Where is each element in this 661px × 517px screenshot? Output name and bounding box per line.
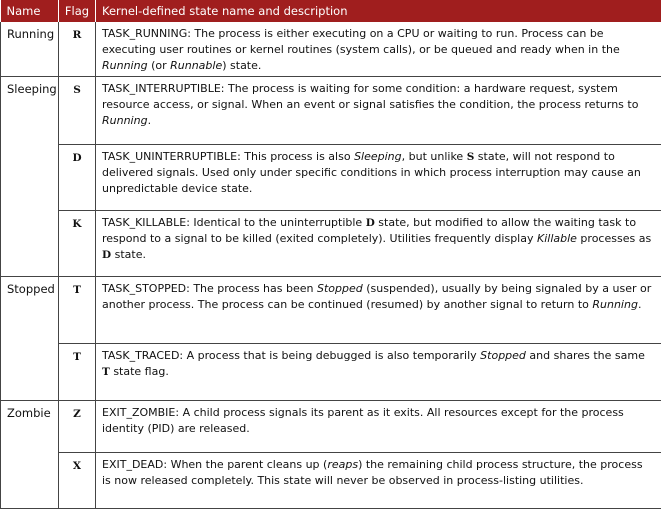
description-text: TASK_KILLABLE: Identical to the uninterruptible [102, 215, 366, 229]
description-text: processes as [576, 231, 652, 245]
description-emphasis: Running [102, 59, 148, 72]
description-emphasis: Running [592, 297, 638, 311]
description-emphasis: Stopped [316, 281, 363, 295]
table-header [1, 0, 661, 22]
table-row [1, 76, 661, 144]
state-name-cell: Sleeping [1, 76, 59, 276]
description-text: TASK_UNINTERRUPTIBLE: This process is also [102, 149, 355, 163]
description-text: state flag. [109, 364, 169, 378]
description-text: (suspended), usually by being signaled by a user or another process. The process can be continued (resumed) by another signal to return to [102, 281, 652, 311]
description-text: TASK_INTERRUPTIBLE: The process is waiting for some condition: a hardware request, system resource access, or signal. When an event or signal satisfies the condition, the process returns to [102, 81, 639, 111]
table-row [1, 144, 661, 210]
description-inline-flag: T [102, 365, 110, 378]
description-text: TASK_TRACED: A process that is being debugged is also temporarily [102, 348, 481, 362]
state-name-cell: Stopped [1, 276, 59, 400]
header-name: Name [1, 0, 59, 22]
description-inline-flag: D [102, 248, 112, 261]
description-emphasis: Stopped [480, 348, 526, 362]
state-description-cell [96, 343, 661, 400]
state-description-cell [96, 22, 661, 76]
table-row [1, 276, 661, 343]
state-description-cell [96, 452, 661, 508]
description-text: EXIT_ZOMBIE: A child process signals its parent as it exits. All resources except for the process identity (PID) are released. [102, 405, 624, 435]
state-flag-cell: X [59, 452, 96, 508]
description-text: TASK_RUNNING: The process is either executing on a CPU or waiting to run. Process can be executing user routines or kernel routines (system calls), or be queued and ready when in the [102, 27, 620, 56]
state-description-cell [96, 76, 661, 144]
description-text: and shares the same [525, 348, 645, 362]
description-text: EXIT_DEAD: When the parent cleans up ( [102, 457, 328, 471]
description-text: . [637, 297, 642, 311]
description-text: ) state. [222, 59, 262, 72]
description-text: (or [147, 59, 171, 72]
state-name-cell: Zombie [1, 400, 59, 508]
description-text: , but unlike [401, 149, 467, 163]
description-text: state. [111, 247, 146, 261]
description-emphasis: Killable [537, 231, 577, 245]
description-emphasis: Runnable [170, 59, 223, 72]
description-emphasis: Running [102, 113, 148, 127]
description-text: TASK_STOPPED: The process has been [102, 281, 317, 295]
state-flag-cell: S [59, 76, 96, 144]
description-text: . [147, 113, 152, 127]
description-text: state, but modified to allow the waiting task to respond to a signal to be killed (exited completely). Utilities frequently display [102, 215, 637, 245]
description-text: state, will not respond to delivered signals. Used only under specific conditions in which process interruption may cause an unpredictable device state. [102, 149, 641, 195]
state-description-cell [96, 144, 661, 210]
state-description-cell [96, 276, 661, 343]
state-description-cell [96, 400, 661, 452]
description-emphasis: reaps [327, 457, 359, 471]
state-name-cell: Running [1, 22, 59, 76]
header-description: Kernel-defined state name and description [96, 0, 661, 22]
state-flag-cell: D [59, 144, 96, 210]
table-row [1, 343, 661, 400]
description-inline-flag: D [365, 216, 375, 229]
state-flag-cell: Z [59, 400, 96, 452]
description-inline-flag: S [466, 150, 475, 163]
state-flag-cell: T [59, 343, 96, 400]
table-row [1, 400, 661, 452]
state-flag-cell: T [59, 276, 96, 343]
state-flag-cell: R [59, 22, 96, 76]
description-text: ) the remaining child process structure, the process is now released completely. This state will never be observed in process-listing utilities. [102, 457, 643, 487]
header-flag: Flag [59, 0, 96, 22]
state-flag-cell: K [59, 210, 96, 276]
description-emphasis: Sleeping [354, 149, 402, 163]
table-row [1, 22, 661, 76]
table-row [1, 210, 661, 276]
state-description-cell [96, 210, 661, 276]
table-row [1, 452, 661, 508]
